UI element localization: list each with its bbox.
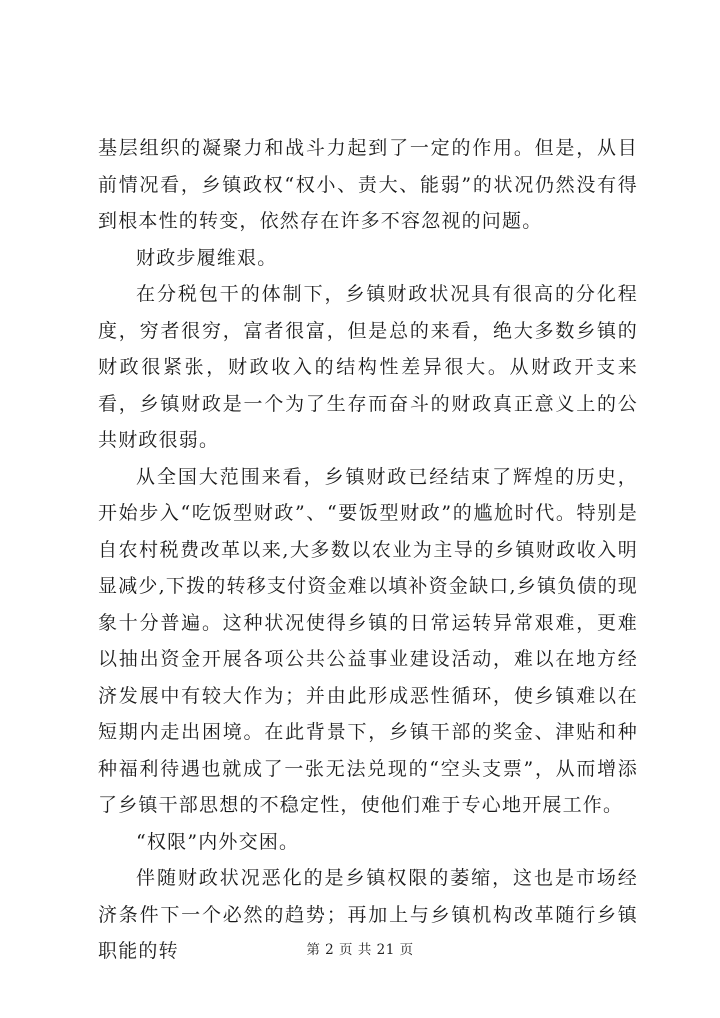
- paragraph-3: 在分税包干的体制下，乡镇财政状况具有很高的分化程度，穷者很穷，富者很富，但是总的来看，绝大多数乡镇的财政很紧张，财政收入的结构性差异很大。从财政开支来看，乡镇财政是一个为了生存而奋斗的财政真正意义上的公共财政很弱。: [98, 283, 638, 451]
- page-number-footer: 第 2 页 共 21 页: [306, 942, 414, 958]
- paragraph-1: 基层组织的凝聚力和战斗力起到了一定的作用。但是，从目前情况看，乡镇政权“权小、责大、能弱”的状况仍然没有得到根本性的转变，依然存在许多不容忽视的问题。: [98, 137, 638, 232]
- document-body: [98, 130, 638, 970]
- section-heading-authority: “权限”内外交困。: [136, 830, 300, 853]
- paragraph-4: 从全国大范围来看，乡镇财政已经结束了辉煌的历史，开始步入“吃饭型财政”、“要饭型财政”的尴尬时代。特别是自农村税费改革以来,大多数以农业为主导的乡镇财政收入明显减少,下拨的转移支付资金难以填补资金缺口,乡镇负债的现象十分普遍。这种状况使得乡镇的日常运转异常艰难，更难以抽出资金开展各项公共公益事业建设活动，难以在地方经济发展中有较大作为；并由此形成恶性循环，使乡镇难以在短期内走出困境。在此背景下，乡镇干部的奖金、津贴和种种福利待遇也就成了一张无法兑现的“空头支票”，从而增添了乡镇干部思想的不稳定性，使他们难于专心地开展工作。: [98, 465, 638, 816]
- paragraph-6: 伴随财政状况恶化的是乡镇权限的萎缩，这也是市场经济条件下一个必然的趋势；再加上与乡镇机构改革随行乡镇职能的转: [98, 867, 638, 962]
- section-heading-finance: 财政步履维艰。: [136, 246, 278, 269]
